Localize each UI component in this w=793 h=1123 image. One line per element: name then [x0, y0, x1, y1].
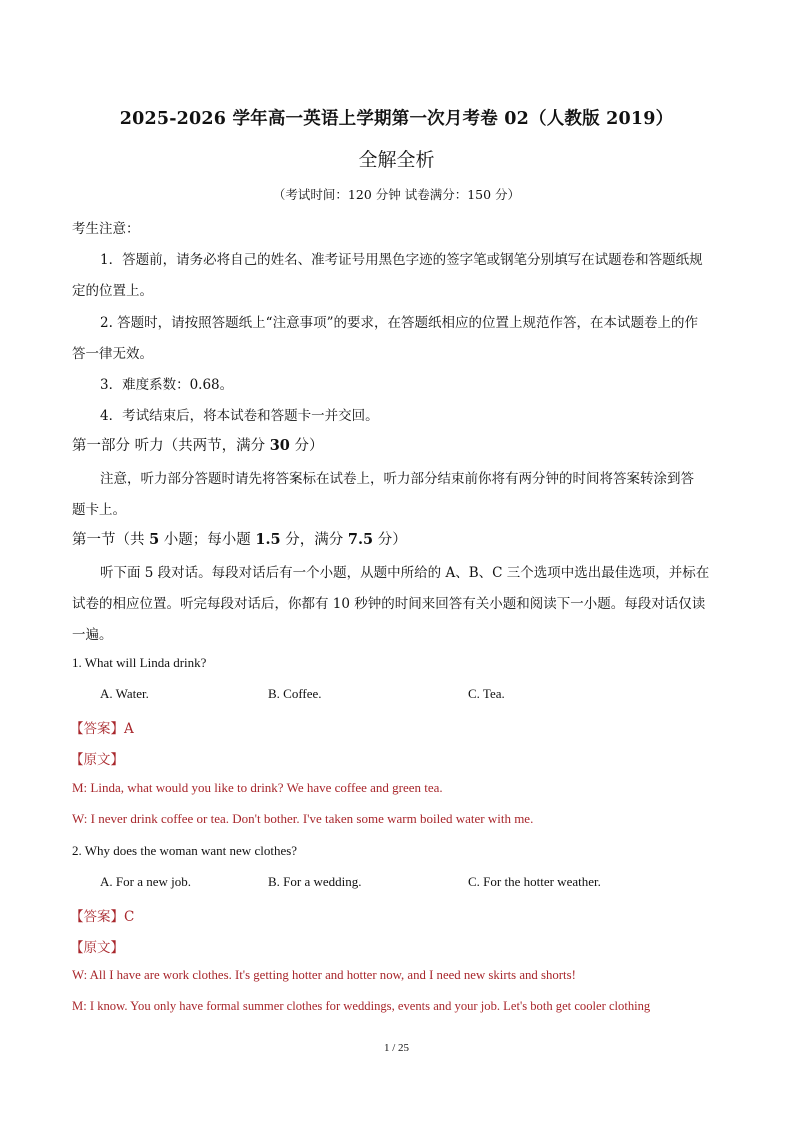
- section1-h-n1: 5: [149, 531, 160, 548]
- q2-question: 2. Why does the woman want new clothes?: [72, 843, 298, 858]
- q2-answer: 【答案】C: [70, 909, 135, 925]
- part1-note-line-1: 注意，听力部分答题时请先将答案标在试卷上，听力部分结束前你将有两分钟的时间将答案转涂到答: [100, 471, 694, 487]
- notice-item-1-line-1: 1．答题前，请务必将自己的姓名、准考证号用黑色字迹的签字笔或钢笔分别填写在试题卷和答题纸规: [100, 252, 703, 268]
- q1-transcript-line-w: W: I never drink coffee or tea. Don't bother. I've taken some warm boiled water with me.: [72, 811, 534, 826]
- section1-h-mid2: 分，满分: [280, 532, 348, 548]
- q1-option-c: C. Tea.: [468, 686, 505, 701]
- part1-note-line-2: 题卡上。: [72, 502, 126, 518]
- section1-h-mid1: 小题；每小题: [159, 532, 256, 548]
- part1-heading-post: 分）: [289, 438, 324, 454]
- q2-option-c: C. For the hotter weather.: [468, 874, 601, 889]
- q1-transcript-label: 【原文】: [70, 752, 124, 768]
- page-number: 1 / 25: [383, 1042, 410, 1054]
- notice-heading: 考生注意：: [72, 221, 140, 237]
- section1-heading: [72, 528, 407, 549]
- q2-transcript-line-w: W: All I have are work clothes. It's getting hotter and hotter now, and I need new skirts and shorts!: [72, 968, 576, 982]
- notice-item-1-line-2: 定的位置上。: [72, 283, 153, 299]
- page-subtitle: 全解全析: [358, 149, 435, 171]
- notice-item-3: 3．难度系数：0.68。: [100, 377, 234, 393]
- section1-h-n3: 7.5: [347, 531, 374, 548]
- part1-heading-pre: 第一部分 听力（共两节，满分: [72, 438, 270, 454]
- q2-transcript-line-m: M: I know. You only have formal summer clothes for weddings, events and your job. Let's both get cooler clothing: [72, 999, 651, 1013]
- q1-answer: 【答案】A: [70, 721, 134, 737]
- section1-h-n2: 1.5: [255, 531, 281, 548]
- section1-h-pre: 第一节（共: [72, 532, 150, 548]
- notice-item-2-line-1: 2. 答题时，请按照答题纸上“注意事项”的要求，在答题纸相应的位置上规范作答，在本试题卷上的作: [100, 315, 698, 331]
- q1-question: 1. What will Linda drink?: [72, 655, 207, 670]
- q1-option-b: B. Coffee.: [268, 686, 322, 701]
- section1-instr-line-2: 试卷的相应位置。听完每段对话后，你都有 10 秒钟的时间来回答有关小题和阅读下一小题。每段对话仅读: [72, 596, 706, 612]
- notice-item-4: 4．考试结束后，将本试卷和答题卡一并交回。: [100, 408, 379, 424]
- q1-transcript-line-m: M: Linda, what would you like to drink? We have coffee and green tea.: [72, 780, 443, 795]
- part1-heading: [72, 434, 324, 455]
- exam-meta: （考试时间：120 分钟 试卷满分：150 分）: [272, 187, 521, 202]
- notice-item-2-line-2: 答一律无效。: [72, 346, 153, 362]
- part1-heading-num: 30: [269, 437, 290, 454]
- q2-transcript-label: 【原文】: [70, 940, 124, 956]
- section1-h-post: 分）: [373, 532, 407, 548]
- section1-instr-line-1: 听下面 5 段对话。每段对话后有一个小题，从题中所给的 A、B、C 三个选项中选出最佳选项，并标在: [100, 565, 710, 581]
- page-title: 2025-2026 学年高一英语上学期第一次月考卷 02（人教版 2019）: [119, 109, 674, 129]
- q2-option-b: B. For a wedding.: [268, 874, 362, 889]
- q2-option-a: A. For a new job.: [100, 874, 191, 889]
- section1-instr-line-3: 一遍。: [72, 627, 113, 643]
- q1-option-a: A. Water.: [100, 686, 149, 701]
